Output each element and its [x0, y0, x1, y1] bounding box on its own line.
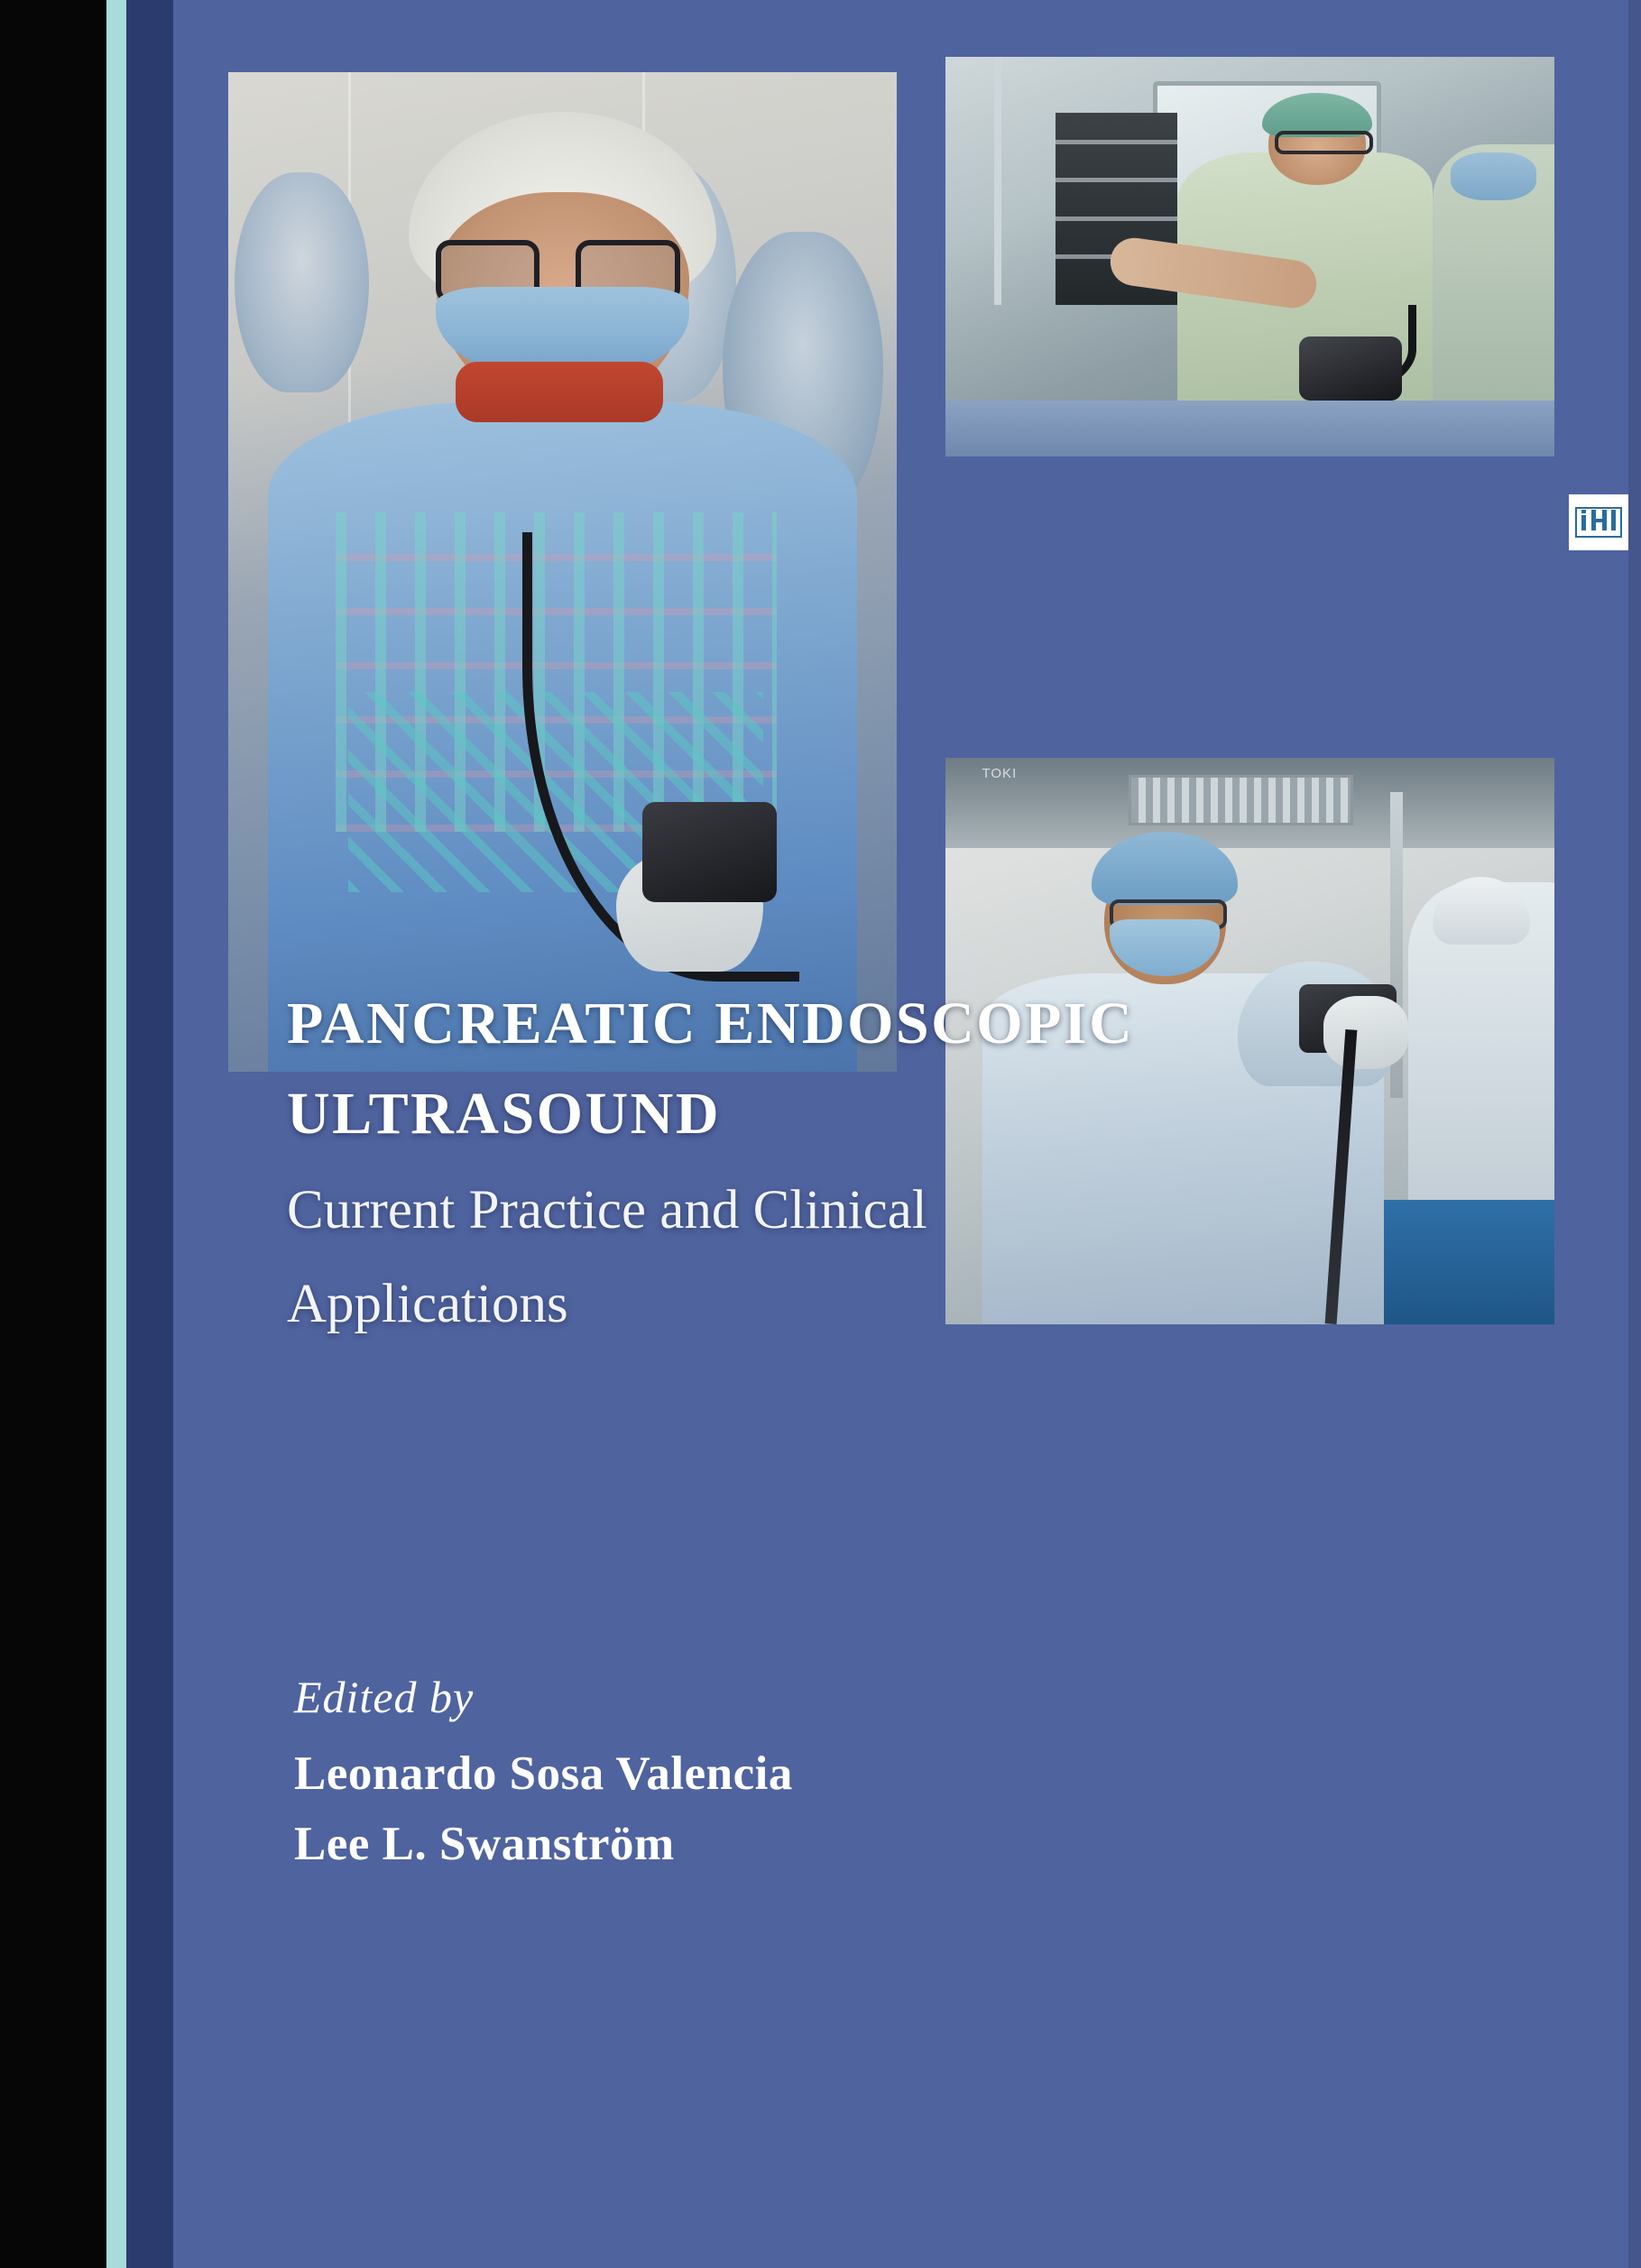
photo-tr-cart-shelf	[1056, 217, 1177, 221]
book-title-line1: PANCREATIC ENDOSCOPIC	[287, 991, 1135, 1056]
photo-tr-surgeon-glasses	[1275, 131, 1373, 154]
photo-tr-iv-pole	[994, 57, 1001, 305]
editors-block	[294, 1671, 793, 1887]
cover-right-edge	[1628, 0, 1641, 2268]
ihu-logo	[1569, 494, 1628, 550]
photo-main-staff-left	[235, 172, 368, 392]
photo-tr-cart-shelf	[1056, 140, 1177, 144]
spine-teal-band	[106, 0, 126, 2268]
title-block	[287, 979, 1514, 1348]
book-subtitle-line1: Current Practice and Clinical	[287, 1179, 927, 1240]
photo-br-overlay-label: TOKI	[982, 766, 1018, 782]
photo-tr-endoscope-handle	[1299, 337, 1403, 401]
photo-tr-assistant-mask	[1451, 152, 1536, 200]
book-subtitle-line2: Applications	[287, 1274, 568, 1334]
photo-main-endoscope-handle	[642, 802, 776, 902]
spine-black-band	[0, 0, 106, 2268]
edited-by-label: Edited by	[294, 1672, 475, 1722]
spine-navy-band	[126, 0, 173, 2268]
photo-br-ceiling-vent	[1129, 775, 1353, 825]
cover-photo-main	[228, 72, 897, 1072]
book-title-line2: ULTRASOUND	[287, 1081, 722, 1148]
photo-tr-cart-shelf	[1056, 178, 1177, 182]
photo-main-collar	[456, 362, 663, 421]
cover-photo-top-right	[945, 57, 1554, 456]
photo-tr-surgical-drape	[945, 401, 1554, 456]
editor-name: Leonardo Sosa Valencia	[294, 1747, 793, 1800]
editor-name: Lee L. Swanström	[294, 1818, 675, 1870]
